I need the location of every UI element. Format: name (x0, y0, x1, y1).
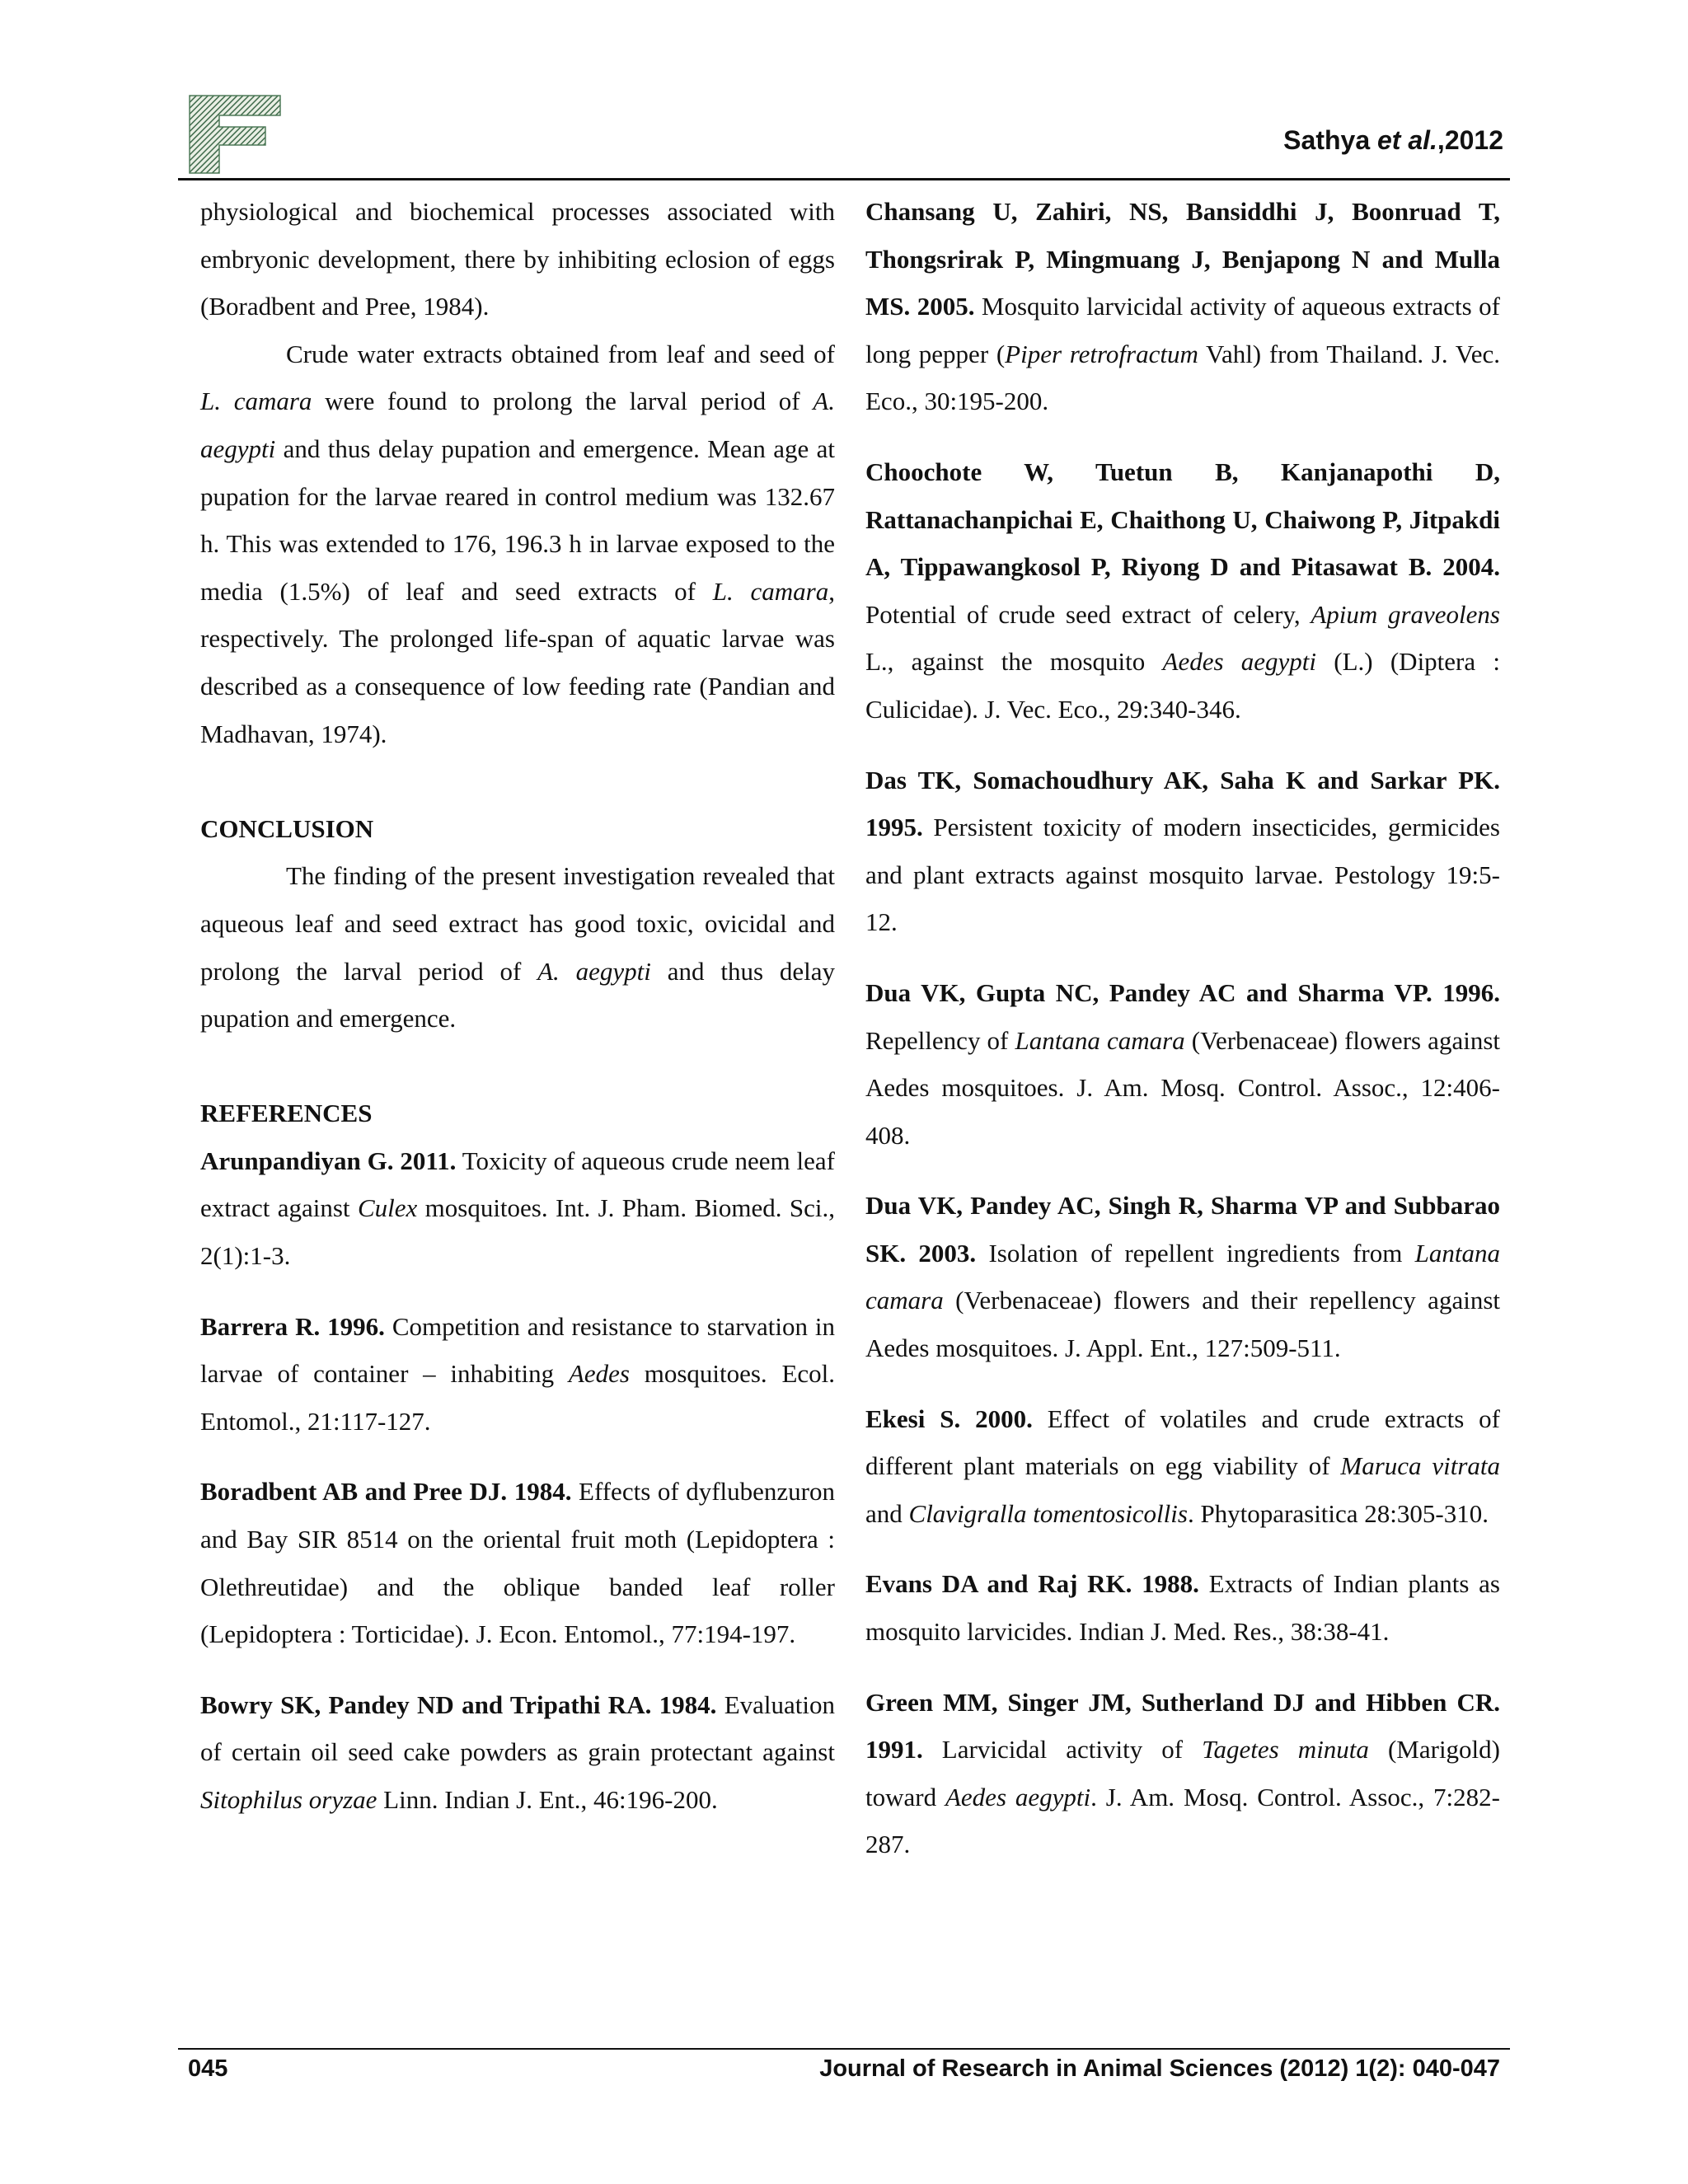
conclusion-heading: CONCLUSION (200, 813, 374, 843)
right-column (865, 188, 1500, 1868)
reference-item: Das TK, Somachoudhury AK, Saha K and Sarkar PK. 1995. Persistent toxicity of modern insecticides, germicides and plant extracts against mosquito larvae. Pestology 19:5-12. (865, 765, 1500, 937)
body-paragraph: Crude water extracts obtained from leaf and seed of L. camara were found to prolong the larval period of A. aegypti and thus delay pupation and emergence. Mean age at pupation for the larvae reared in control medium was 132.67 h. This was extended to 176, 196.3 h in larvae exposed to the media (1.5%) of leaf and seed extracts of L. camara, respectively. The prolonged life-span of aquatic larvae was described as a consequence of low feeding rate (Pandian and Madhavan, 1974). (200, 339, 835, 748)
header-year: ,2012 (1437, 125, 1503, 155)
header-author: Sathya (1283, 125, 1377, 155)
journal-logo-icon (183, 91, 286, 177)
footer-rule (178, 2048, 1510, 2050)
header-etal: et al. (1377, 125, 1437, 155)
conclusion-paragraph: The finding of the present investigation revealed that aqueous leaf and seed extract has good toxic, ovicidal and prolong the larval period of A. aegypti and thus delay pupation and emergence. (200, 861, 835, 1033)
body-paragraph: physiological and biochemical processes associated with embryonic development, there by inhibiting eclosion of eggs (Boradbent and Pree, 1984). (200, 197, 835, 321)
reference-item: Dua VK, Pandey AC, Singh R, Sharma VP and Subbarao SK. 2003. Isolation of repellent ingredients from Lantana camara (Verbenaceae) flowers and their repellency against Aedes mosquitoes. J. Appl. Ent., 127:509-511. (865, 1191, 1500, 1363)
journal-citation: Journal of Research in Animal Sciences (2012) 1(2): 040-047 (819, 2055, 1500, 2082)
reference-item: Ekesi S. 2000. Effect of volatiles and crude extracts of different plant materials on egg viability of Maruca vitrata and Clavigralla tomentosicollis. Phytoparasitica 28:305-310. (865, 1404, 1500, 1528)
reference-item: Barrera R. 1996. Competition and resistance to starvation in larvae of container – inhabiting Aedes mosquitoes. Ecol. Entomol., 21:117-127. (200, 1311, 835, 1436)
page-number: 045 (188, 2055, 228, 2082)
reference-item: Evans DA and Raj RK. 1988. Extracts of Indian plants as mosquito larvicides. Indian J. Med. Res., 38:38-41. (865, 1569, 1500, 1647)
running-header (1283, 125, 1503, 156)
reference-item: Boradbent AB and Pree DJ. 1984. Effects of dyflubenzuron and Bay SIR 8514 on the oriental fruit moth (Lepidoptera : Olethreutidae) and the oblique banded leaf roller (Lepidoptera : Torticidae). J. Econ. Entomol., 77:194-197. (200, 1477, 835, 1649)
left-column (200, 188, 835, 1824)
references-heading: REFERENCES (200, 1099, 373, 1128)
reference-item: Chansang U, Zahiri, NS, Bansiddhi J, Boonruad T, Thongsrirak P, Mingmuang J, Benjapong N and Mulla MS. 2005. Mosquito larvicidal activity of aqueous extracts of long pepper (Piper retrofractum Vahl) from Thailand. J. Vec. Eco., 30:195-200. (865, 197, 1500, 416)
reference-item: Dua VK, Gupta NC, Pandey AC and Sharma VP. 1996. Repellency of Lantana camara (Verbenaceae) flowers against Aedes mosquitoes. J. Am. Mosq. Control. Assoc., 12:406-408. (865, 977, 1500, 1150)
header-rule (178, 178, 1510, 180)
reference-item: Arunpandiyan G. 2011. Toxicity of aqueous crude neem leaf extract against Culex mosquitoes. Int. J. Pham. Biomed. Sci., 2(1):1-3. (200, 1146, 835, 1271)
reference-item: Bowry SK, Pandey ND and Tripathi RA. 1984. Evaluation of certain oil seed cake powders as grain protectant against Sitophilus oryzae Linn. Indian J. Ent., 46:196-200. (200, 1690, 835, 1814)
reference-item: Green MM, Singer JM, Sutherland DJ and Hibben CR. 1991. Larvicidal activity of Tagetes minuta (Marigold) toward Aedes aegypti. J. Am. Mosq. Control. Assoc., 7:282-287. (865, 1687, 1500, 1859)
reference-item: Choochote W, Tuetun B, Kanjanapothi D, Rattanachanpichai E, Chaithong U, Chaiwong P, Jitpakdi A, Tippawangkosol P, Riyong D and Pitasawat B. 2004. Potential of crude seed extract of celery, Apium graveolens L., against the mosquito Aedes aegypti (L.) (Diptera : Culicidae). J. Vec. Eco., 29:340-346. (865, 457, 1500, 724)
